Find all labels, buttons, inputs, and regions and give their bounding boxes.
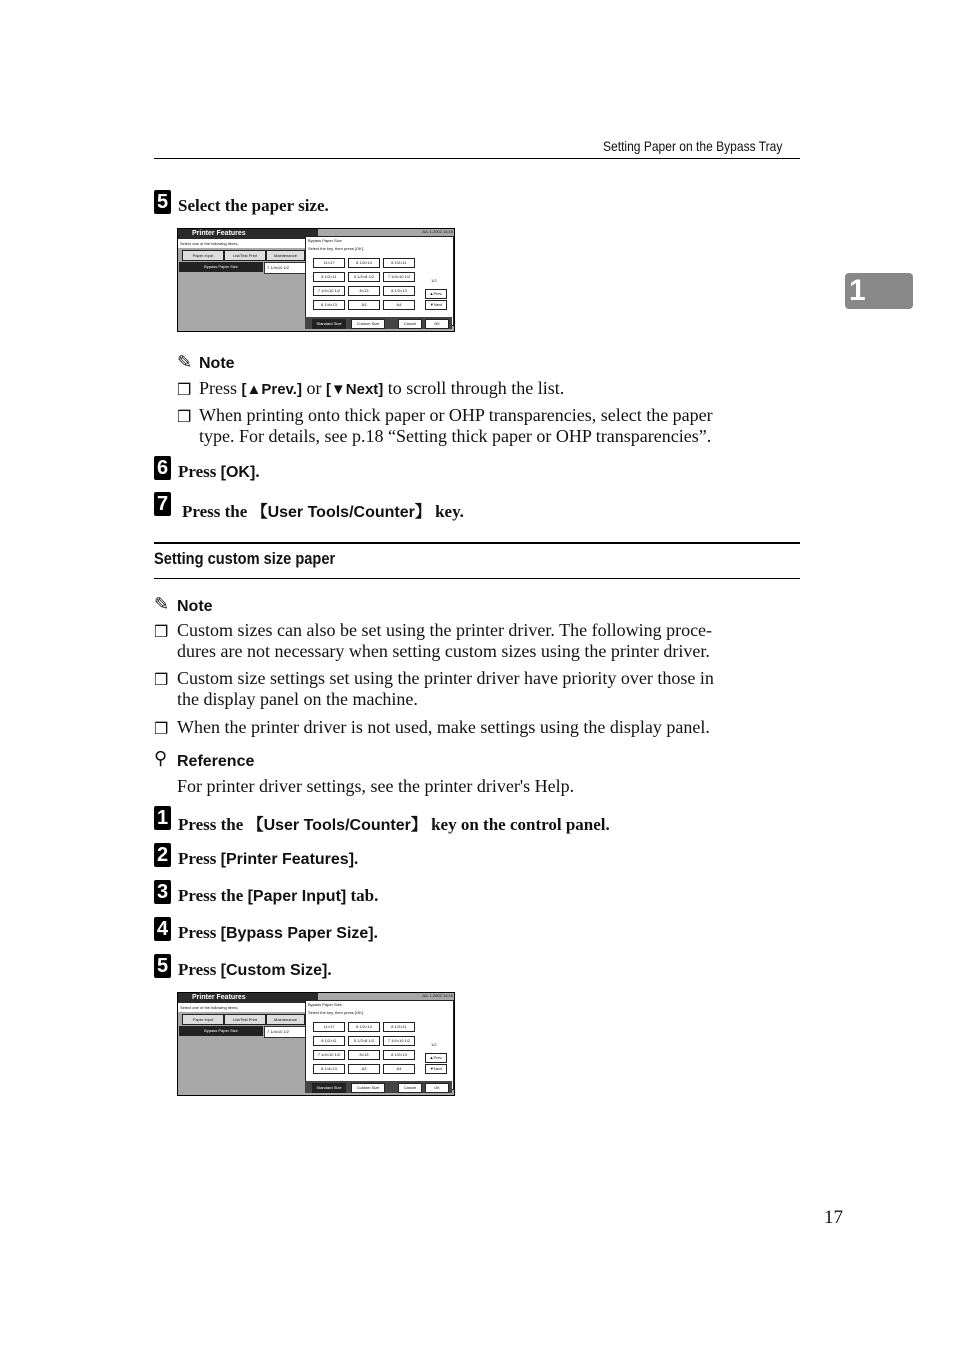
step-number: 7 bbox=[154, 492, 171, 516]
step-text: Select the paper size. bbox=[178, 196, 329, 215]
size-button[interactable]: A4 bbox=[383, 300, 415, 310]
prev-button[interactable]: ▲Prev. bbox=[425, 289, 447, 299]
step-text: Press the [Paper Input] tab. bbox=[178, 886, 379, 905]
next-button[interactable]: ▼Next bbox=[425, 1064, 447, 1074]
checkbox-bullet-icon: ❒ bbox=[177, 382, 192, 399]
note-item-line: When the printer driver is not used, make settings using the display panel. bbox=[177, 717, 710, 737]
size-panel bbox=[305, 236, 454, 326]
section-title: Setting custom size paper bbox=[154, 549, 336, 568]
checkbox-bullet-icon: ❒ bbox=[177, 409, 192, 426]
tab-list-test-print[interactable]: List/Test Print bbox=[224, 250, 266, 261]
size-button[interactable]: 11×17 bbox=[313, 1022, 345, 1032]
tab-paper-input[interactable]: Paper Input bbox=[182, 1014, 224, 1025]
size-button[interactable]: 7 1/4×10 1/2 bbox=[383, 272, 415, 282]
page-number: 17 bbox=[824, 1207, 843, 1228]
checkbox-bullet-icon: ❒ bbox=[154, 624, 169, 641]
size-button[interactable]: 11×17 bbox=[313, 258, 345, 268]
size-button[interactable]: 8 1/2×11 bbox=[313, 1036, 345, 1046]
note-title: Note bbox=[177, 598, 213, 615]
section-rule-bottom bbox=[154, 578, 800, 579]
checkbox-bullet-icon: ❒ bbox=[154, 672, 169, 689]
size-button[interactable]: 8 1/2×13 bbox=[383, 286, 415, 296]
screen-prompt: Select one of the following items. bbox=[178, 1003, 306, 1012]
size-button[interactable]: 7 1/4×10 1/2 bbox=[313, 286, 345, 296]
step-text: Press [OK]. bbox=[178, 462, 260, 481]
step-text: Press [Printer Features]. bbox=[178, 849, 359, 868]
screen-title: Printer Features bbox=[178, 993, 318, 1003]
chapter-tab: 1 bbox=[845, 273, 913, 309]
size-button[interactable]: 8×13 bbox=[348, 1050, 380, 1060]
size-button[interactable]: 8 1/4×13 bbox=[313, 300, 345, 310]
status-clock: JUL 1,2002 14:15 bbox=[421, 993, 453, 998]
standard-size-button[interactable]: Standard Size bbox=[312, 319, 346, 329]
bypass-size-value: 7 1/4x10 1/2 bbox=[264, 1026, 308, 1038]
size-button[interactable]: A4 bbox=[383, 1064, 415, 1074]
cancel-button[interactable]: Cancel bbox=[398, 1083, 422, 1093]
bypass-paper-size-item[interactable]: Bypass Paper Size bbox=[179, 262, 263, 272]
step-number: 5 bbox=[154, 190, 171, 214]
bypass-size-value: 7 1/4x10 1/2 bbox=[264, 262, 308, 274]
size-button[interactable]: 8 1/2×14 bbox=[348, 258, 380, 268]
note-item-line: dures are not necessary when setting custom sizes using the printer driver. bbox=[177, 641, 710, 661]
note-item-line: type. For details, see p.18 “Setting thick paper or OHP transparencies”. bbox=[199, 426, 712, 446]
note-item-line: the display panel on the machine. bbox=[177, 689, 418, 709]
size-button[interactable]: 8 1/2×13 bbox=[383, 1050, 415, 1060]
note-item-line: When printing onto thick paper or OHP transparencies, select the paper bbox=[199, 405, 713, 425]
custom-size-button[interactable]: Custom Size bbox=[351, 1083, 385, 1093]
checkbox-bullet-icon: ❒ bbox=[154, 721, 169, 738]
size-button[interactable]: 7 1/4×10 1/2 bbox=[383, 1036, 415, 1046]
step-number: 4 bbox=[154, 917, 171, 941]
size-button[interactable]: 8×13 bbox=[348, 286, 380, 296]
size-button[interactable]: 8 1/2×14 bbox=[348, 1022, 380, 1032]
page-indicator: 1/2 bbox=[431, 278, 437, 283]
panel-prompt: Select the key, then press [OK]. bbox=[308, 1010, 364, 1015]
pencil-icon: ✎ bbox=[177, 352, 193, 372]
cancel-button[interactable]: Cancel bbox=[398, 319, 422, 329]
step-text: Press [Bypass Paper Size]. bbox=[178, 923, 378, 942]
panel-title: Bypass Paper Size bbox=[308, 1002, 342, 1007]
bypass-paper-size-item[interactable]: Bypass Paper Size bbox=[179, 1026, 263, 1036]
reference-text: For printer driver settings, see the printer driver's Help. bbox=[177, 776, 575, 796]
reference-title: Reference bbox=[177, 753, 255, 770]
size-button[interactable]: A3 bbox=[348, 300, 380, 310]
running-header: Setting Paper on the Bypass Tray bbox=[603, 138, 783, 154]
size-button[interactable]: 5 1/2×8 1/2 bbox=[348, 1036, 380, 1046]
size-button[interactable]: 8 1/2×11 bbox=[383, 258, 415, 268]
note-item-line: Custom size settings set using the printer driver have priority over those in bbox=[177, 668, 714, 688]
custom-size-button[interactable]: Custom Size bbox=[351, 319, 385, 329]
note-item: Press [▲Prev.] or [▼Next] to scroll through the list. bbox=[199, 378, 565, 398]
step-number: 1 bbox=[154, 806, 171, 830]
ok-button[interactable]: OK bbox=[425, 319, 449, 329]
prev-button[interactable]: ▲Prev. bbox=[425, 1053, 447, 1063]
tab-maintenance[interactable]: Maintenance bbox=[266, 250, 305, 261]
section-rule-top bbox=[154, 542, 800, 544]
size-button[interactable]: 8 1/2×11 bbox=[383, 1022, 415, 1032]
step-text: Press the 【User Tools/Counter】 key on the control panel. bbox=[178, 815, 610, 834]
size-button[interactable]: 8 1/2×11 bbox=[313, 272, 345, 282]
step-number: 3 bbox=[154, 880, 171, 904]
step-number: 2 bbox=[154, 843, 171, 867]
screen-title: Printer Features bbox=[178, 229, 318, 239]
panel-prompt: Select the key, then press [OK]. bbox=[308, 246, 364, 251]
size-button[interactable]: A3 bbox=[348, 1064, 380, 1074]
tab-maintenance[interactable]: Maintenance bbox=[266, 1014, 305, 1025]
screen-capture-standard-size bbox=[177, 228, 455, 332]
size-button[interactable]: 7 1/4×10 1/2 bbox=[313, 1050, 345, 1060]
step-text: Press [Custom Size]. bbox=[178, 960, 332, 979]
tab-list-test-print[interactable]: List/Test Print bbox=[224, 1014, 266, 1025]
note-item-line: Custom sizes can also be set using the printer driver. The following proce- bbox=[177, 620, 713, 640]
pencil-icon: ✎ bbox=[154, 594, 170, 614]
header-rule bbox=[154, 158, 800, 159]
size-button[interactable]: 8 1/4×13 bbox=[313, 1064, 345, 1074]
panel-title: Bypass Paper Size bbox=[308, 238, 342, 243]
step-number: 6 bbox=[154, 456, 171, 480]
step-number: 5 bbox=[154, 954, 171, 978]
size-button[interactable]: 5 1/2×8 1/2 bbox=[348, 272, 380, 282]
tab-paper-input[interactable]: Paper Input bbox=[182, 250, 224, 261]
next-button[interactable]: ▼Next bbox=[425, 300, 447, 310]
screen-prompt: Select one of the following items. bbox=[178, 239, 306, 248]
status-clock: JUL 1,2002 14:15 bbox=[421, 229, 453, 234]
magnifier-icon: ⚲ bbox=[154, 748, 168, 768]
standard-size-button[interactable]: Standard Size bbox=[312, 1083, 346, 1093]
note-title: Note bbox=[199, 355, 235, 372]
screen-capture-custom-size bbox=[177, 992, 455, 1096]
page-indicator: 1/2 bbox=[431, 1042, 437, 1047]
size-panel bbox=[305, 1000, 454, 1090]
step-text: Press the 【User Tools/Counter】 key. bbox=[182, 502, 464, 521]
ok-button[interactable]: OK bbox=[425, 1083, 449, 1093]
